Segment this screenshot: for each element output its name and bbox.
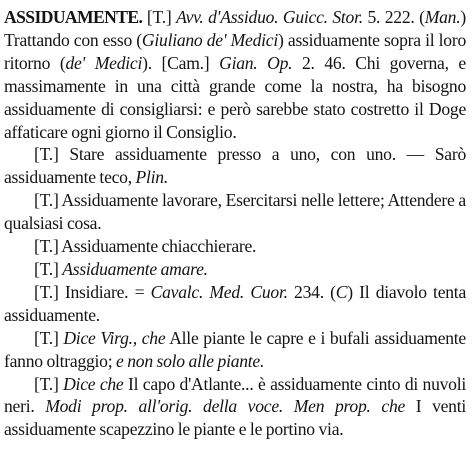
text-run: I venti assiduamente scapezzino le piante e le portino via. — [4, 396, 466, 440]
sense-assiduamente-amare — [4, 258, 466, 281]
italic-text-run: Cavalc. Med. Cuor. — [150, 281, 288, 302]
italic-text-run: de' Medici — [65, 52, 143, 73]
sense-dice-che — [4, 373, 466, 442]
entry-definition-paragraph — [4, 6, 466, 143]
sense-assiduamente-chiacchierare — [4, 235, 466, 258]
text-run: [T.] Assiduamente lavorare, Esercitarsi nelle lettere; Attendere a qualsiasi cosa. — [4, 190, 466, 234]
text-run: [T.] — [142, 7, 177, 27]
text-run: [T.] Insidiare. = — [34, 281, 151, 302]
italic-text-run: Avv. d' — [176, 7, 221, 27]
italic-text-run: Assiduamente amare. — [62, 258, 208, 279]
italic-text-run: Modi prop. all'orig. della voce. Men prop. che — [45, 396, 406, 417]
italic-text-run: Assiduo. Guicc. Stor. — [220, 7, 363, 27]
italic-text-run: C — [335, 281, 348, 302]
italic-text-run: Gian. Op. — [219, 52, 293, 73]
headword: ASSIDUAMENTE. — [4, 7, 143, 27]
text-run: 5. 222. ( — [362, 7, 425, 27]
text-run: 234. ( — [287, 281, 336, 302]
italic-text-run: e non solo alle piante. — [116, 350, 265, 371]
text-run: ) Trattando con esso ( — [4, 7, 466, 50]
sense-dice-virg — [4, 327, 466, 373]
sense-stare-assiduamente — [4, 143, 466, 189]
text-run: [T.] — [34, 327, 64, 348]
text-run: Alle piante le capre e i bufali assiduamente fanno oltraggio; — [4, 327, 466, 371]
italic-text-run: Dice Virg., che — [63, 327, 166, 348]
italic-text-run: Dice che — [63, 373, 124, 394]
text-run: ) assiduamente sopra il loro ritorno ( — [4, 29, 466, 73]
italic-text-run: Man. — [424, 7, 461, 27]
sense-assiduamente-lavorare — [4, 189, 466, 235]
text-run: [T.] — [34, 258, 63, 279]
dictionary-entry-assiduamente — [4, 6, 466, 441]
text-run: ). [Cam.] — [142, 52, 220, 73]
sense-insidiare — [4, 281, 466, 327]
italic-text-run: Plin. — [135, 167, 168, 188]
text-run: [T.] Assiduamente chiacchierare. — [34, 236, 257, 257]
italic-text-run: Giuliano de' Medici — [141, 29, 279, 50]
text-run: ) Il diavolo tenta assiduamente. — [4, 281, 466, 325]
text-run: Il capo d'Atlante... è assiduamente cinto di nuvoli neri. — [4, 373, 466, 417]
text-run: [T.] Stare assiduamente presso a uno, con uno. — Sarò assiduamente teco, — [4, 144, 466, 188]
text-run: [T.] — [34, 373, 64, 394]
text-run: 2. 46. Chi governa, e massimamente in una città grande come la nostra, ha bisogno assiduamente di consigliarsi: e però sarebbe stato costretto il Doge affaticare ogni giorno il Consiglio. — [4, 52, 466, 142]
